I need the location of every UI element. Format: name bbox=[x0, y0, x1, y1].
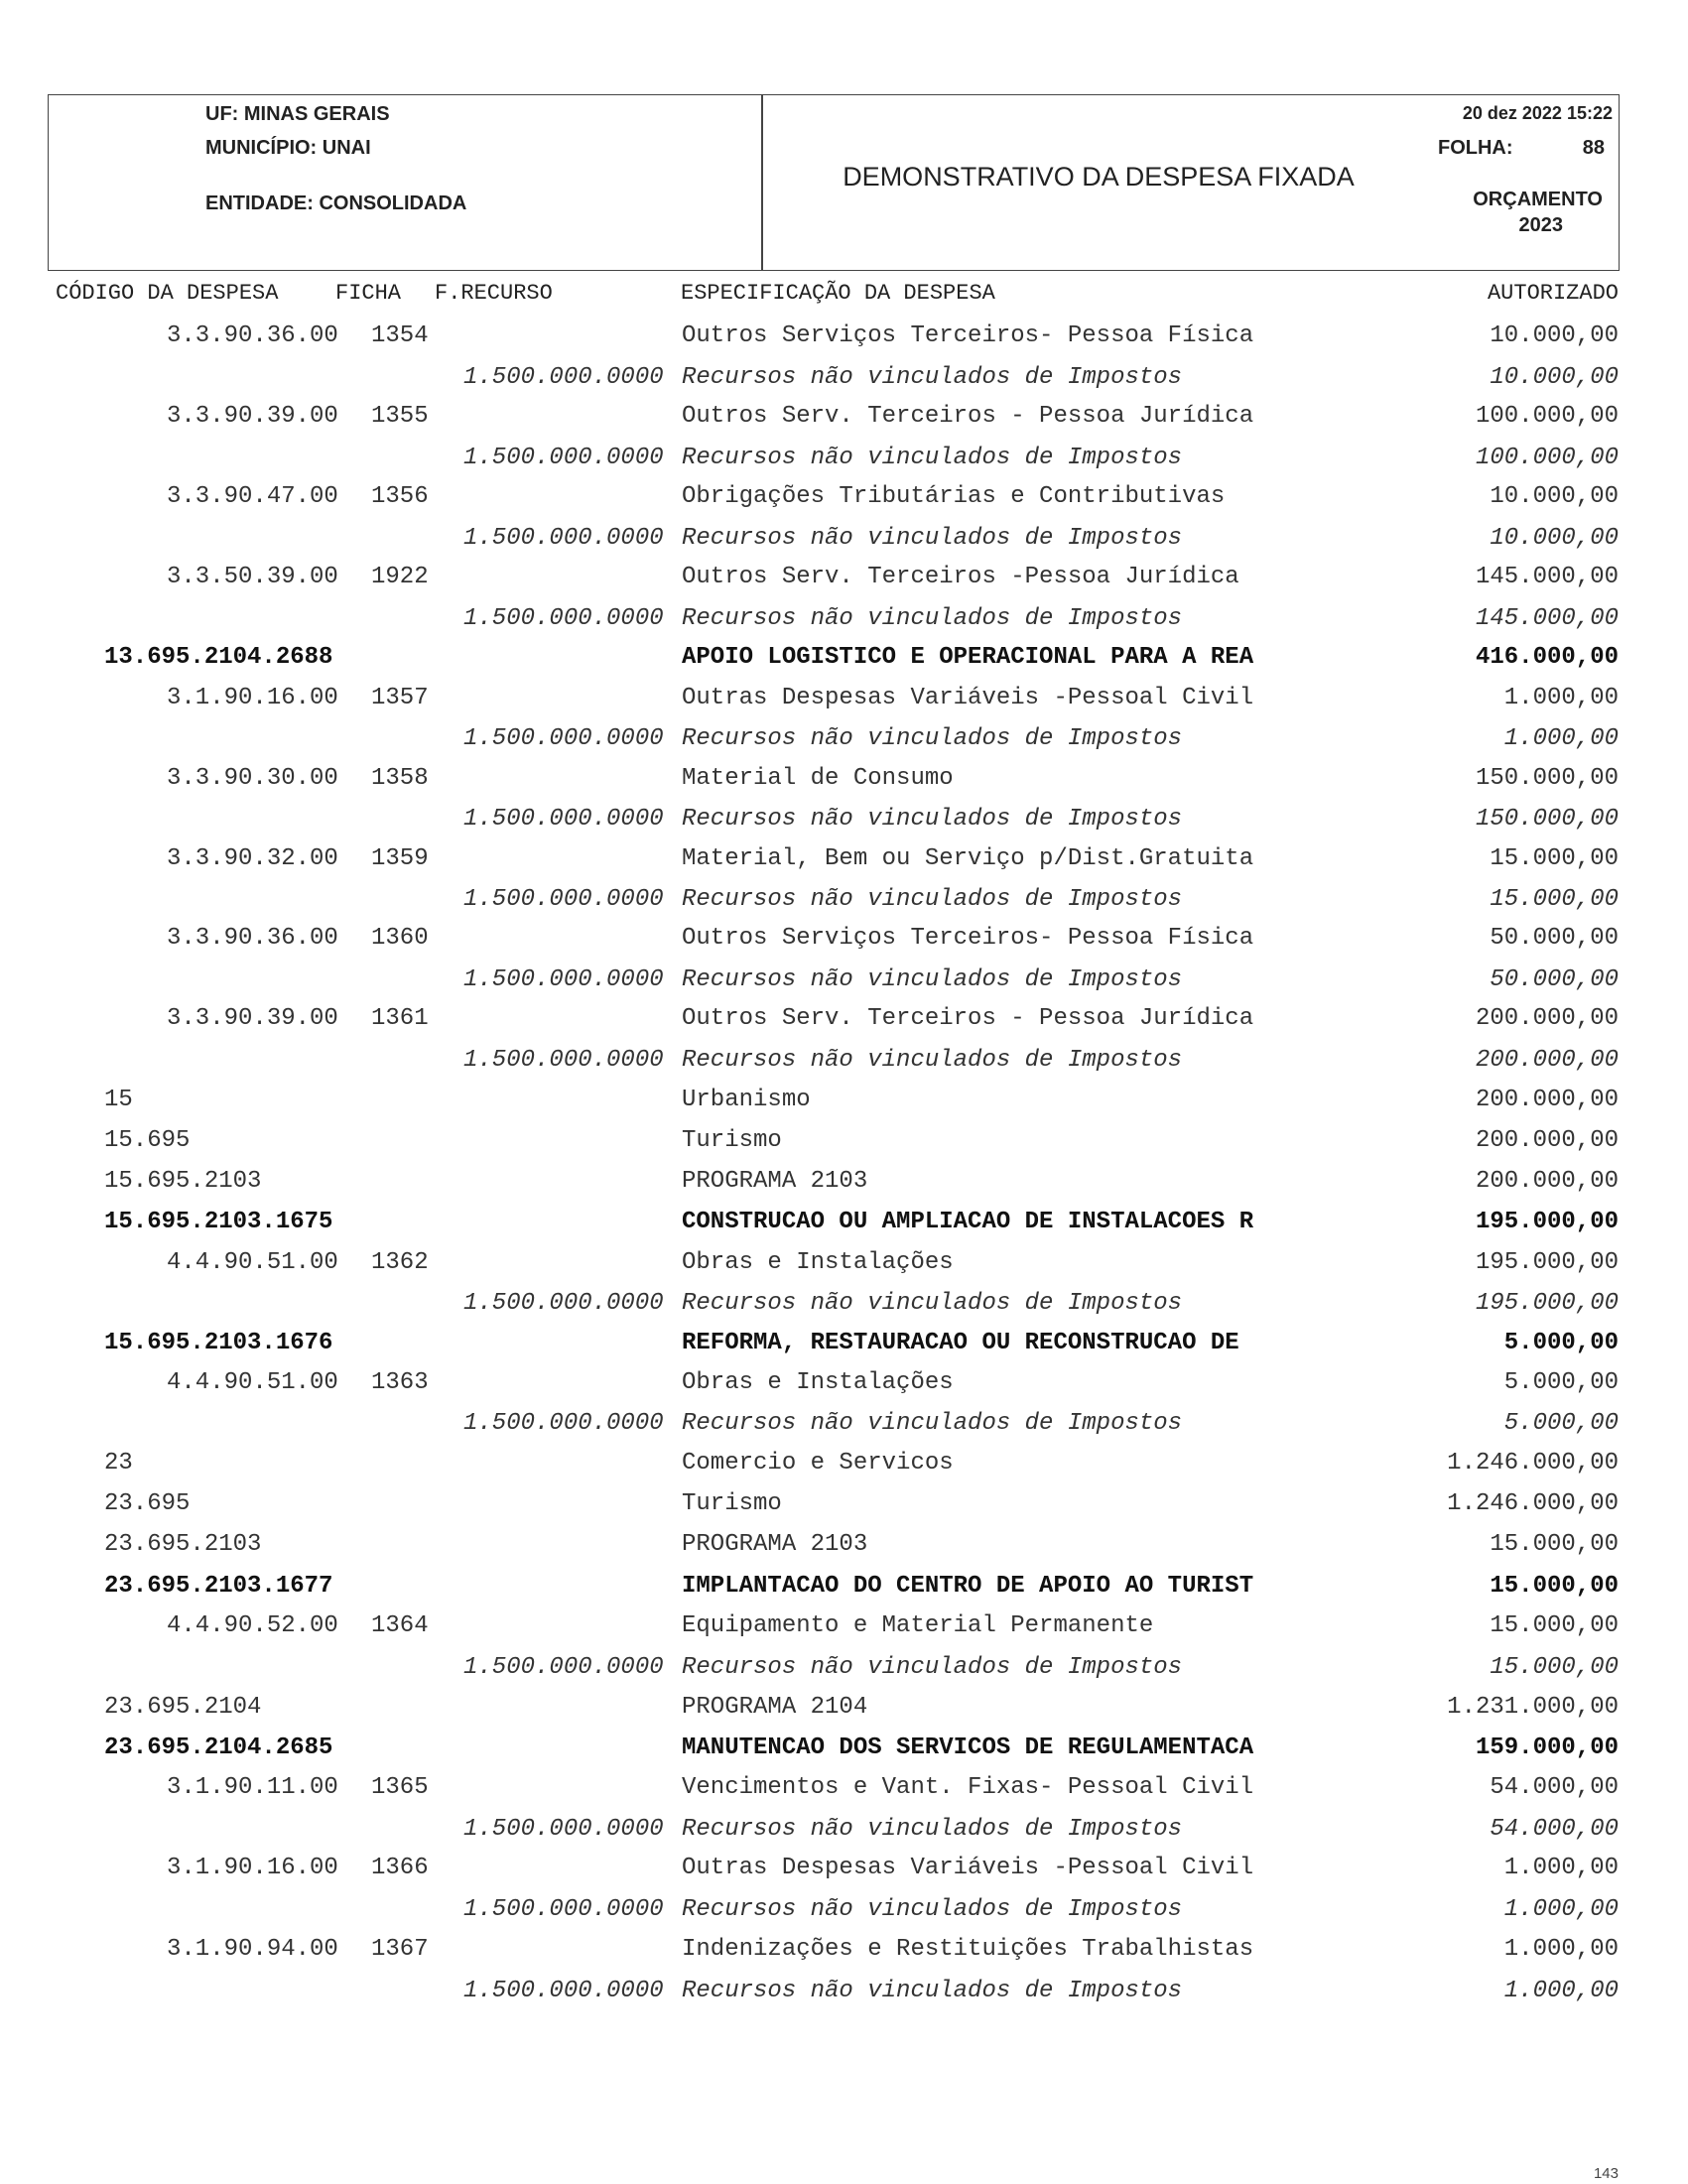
expense-row bbox=[0, 765, 1688, 795]
col-header-especificacao: ESPECIFICAÇÃO DA DESPESA bbox=[681, 281, 995, 306]
ficha-number: 1367 bbox=[371, 1936, 429, 1963]
source-row bbox=[0, 1410, 1688, 1440]
authorized-value: 54.000,00 bbox=[1490, 1774, 1619, 1801]
expense-row bbox=[0, 1369, 1688, 1399]
expense-description: Recursos não vinculados de Impostos bbox=[682, 1047, 1183, 1074]
expense-code: 4.4.90.51.00 bbox=[167, 1249, 338, 1276]
resource-code: 1.500.000.0000 bbox=[463, 525, 664, 552]
resource-code: 1.500.000.0000 bbox=[463, 1290, 664, 1317]
report-title: DEMONSTRATIVO DA DESPESA FIXADA bbox=[843, 162, 1355, 192]
expense-description: Recursos não vinculados de Impostos bbox=[682, 806, 1183, 833]
ficha-number: 1361 bbox=[371, 1005, 429, 1032]
expense-description: Material, Bem ou Serviço p/Dist.Gratuita bbox=[682, 845, 1254, 872]
expense-code: 3.3.90.39.00 bbox=[167, 403, 338, 430]
authorized-value: 50.000,00 bbox=[1490, 966, 1619, 993]
classification-row bbox=[0, 1450, 1688, 1479]
authorized-value: 10.000,00 bbox=[1490, 364, 1619, 391]
action-row bbox=[0, 644, 1688, 674]
authorized-value: 416.000,00 bbox=[1475, 644, 1619, 671]
source-row bbox=[0, 966, 1688, 996]
authorized-value: 145.000,00 bbox=[1475, 564, 1619, 590]
expense-code: 23.695.2104 bbox=[104, 1694, 262, 1721]
authorized-value: 15.000,00 bbox=[1490, 1531, 1619, 1558]
expense-description: PROGRAMA 2104 bbox=[682, 1694, 868, 1721]
ficha-number: 1359 bbox=[371, 845, 429, 872]
expense-description: Comercio e Servicos bbox=[682, 1450, 954, 1477]
expense-description: Outros Serviços Terceiros- Pessoa Física bbox=[682, 925, 1254, 952]
expense-description: Recursos não vinculados de Impostos bbox=[682, 445, 1183, 471]
expense-row bbox=[0, 1855, 1688, 1884]
ficha-number: 1366 bbox=[371, 1855, 429, 1881]
expense-code: 4.4.90.52.00 bbox=[167, 1612, 338, 1639]
source-row bbox=[0, 1047, 1688, 1077]
expense-description: Turismo bbox=[682, 1490, 782, 1517]
expense-description: Outros Serv. Terceiros - Pessoa Jurídica bbox=[682, 1005, 1254, 1032]
report-datetime: 20 dez 2022 15:22 bbox=[1462, 103, 1613, 123]
action-row bbox=[0, 1573, 1688, 1603]
expense-row bbox=[0, 1005, 1688, 1035]
authorized-value: 10.000,00 bbox=[1490, 525, 1619, 552]
authorized-value: 50.000,00 bbox=[1490, 925, 1619, 952]
expense-code: 23.695 bbox=[104, 1490, 191, 1517]
report-header bbox=[48, 94, 1620, 271]
classification-row bbox=[0, 1694, 1688, 1724]
expense-row bbox=[0, 322, 1688, 352]
expense-code: 4.4.90.51.00 bbox=[167, 1369, 338, 1396]
expense-code: 3.1.90.94.00 bbox=[167, 1936, 338, 1963]
expense-code: 23.695.2103.1677 bbox=[104, 1573, 333, 1600]
expense-description: Obras e Instalações bbox=[682, 1369, 954, 1396]
expense-description: IMPLANTACAO DO CENTRO DE APOIO AO TURIST bbox=[682, 1573, 1254, 1600]
orcamento-year: 2023 bbox=[1518, 214, 1563, 236]
expense-row bbox=[0, 564, 1688, 593]
expense-description: Recursos não vinculados de Impostos bbox=[682, 364, 1183, 391]
expense-description: Indenizações e Restituições Trabalhistas bbox=[682, 1936, 1254, 1963]
authorized-value: 15.000,00 bbox=[1490, 1654, 1619, 1681]
source-row bbox=[0, 725, 1688, 755]
col-header-codigo: CÓDIGO DA DESPESA bbox=[56, 281, 279, 306]
col-header-ficha: FICHA bbox=[335, 281, 402, 306]
source-row bbox=[0, 886, 1688, 916]
source-row bbox=[0, 445, 1688, 474]
authorized-value: 195.000,00 bbox=[1475, 1209, 1619, 1235]
authorized-value: 1.000,00 bbox=[1503, 1978, 1619, 2004]
expense-code: 3.1.90.16.00 bbox=[167, 685, 338, 711]
authorized-value: 5.000,00 bbox=[1503, 1410, 1619, 1437]
expense-description: Recursos não vinculados de Impostos bbox=[682, 1896, 1183, 1923]
source-row bbox=[0, 525, 1688, 555]
resource-code: 1.500.000.0000 bbox=[463, 1978, 664, 2004]
expense-description: PROGRAMA 2103 bbox=[682, 1168, 868, 1195]
ficha-number: 1356 bbox=[371, 483, 429, 510]
source-row bbox=[0, 1978, 1688, 2007]
classification-row bbox=[0, 1490, 1688, 1520]
expense-code: 3.3.90.36.00 bbox=[167, 925, 338, 952]
authorized-value: 1.246.000,00 bbox=[1447, 1490, 1619, 1517]
authorized-value: 1.000,00 bbox=[1503, 685, 1619, 711]
resource-code: 1.500.000.0000 bbox=[463, 605, 664, 632]
expense-code: 3.3.50.39.00 bbox=[167, 564, 338, 590]
expense-description: Outros Serv. Terceiros -Pessoa Jurídica bbox=[682, 564, 1239, 590]
resource-code: 1.500.000.0000 bbox=[463, 1896, 664, 1923]
ficha-number: 1363 bbox=[371, 1369, 429, 1396]
expense-description: REFORMA, RESTAURACAO OU RECONSTRUCAO DE bbox=[682, 1330, 1239, 1356]
expense-code: 3.3.90.39.00 bbox=[167, 1005, 338, 1032]
resource-code: 1.500.000.0000 bbox=[463, 1816, 664, 1843]
expense-description: Outros Serviços Terceiros- Pessoa Física bbox=[682, 322, 1254, 349]
ficha-number: 1365 bbox=[371, 1774, 429, 1801]
expense-description: Recursos não vinculados de Impostos bbox=[682, 1978, 1183, 2004]
expense-code: 15 bbox=[104, 1087, 133, 1113]
expense-row bbox=[0, 1612, 1688, 1642]
authorized-value: 200.000,00 bbox=[1475, 1087, 1619, 1113]
expense-code: 3.3.90.36.00 bbox=[167, 322, 338, 349]
expense-description: Obrigações Tributárias e Contributivas bbox=[682, 483, 1226, 510]
classification-row bbox=[0, 1087, 1688, 1116]
authorized-value: 200.000,00 bbox=[1475, 1168, 1619, 1195]
resource-code: 1.500.000.0000 bbox=[463, 1654, 664, 1681]
source-row bbox=[0, 605, 1688, 635]
action-row bbox=[0, 1209, 1688, 1238]
authorized-value: 15.000,00 bbox=[1490, 886, 1619, 913]
expense-description: Recursos não vinculados de Impostos bbox=[682, 886, 1183, 913]
expense-row bbox=[0, 1774, 1688, 1804]
expense-description: Recursos não vinculados de Impostos bbox=[682, 605, 1183, 632]
expense-description: Recursos não vinculados de Impostos bbox=[682, 725, 1183, 752]
authorized-value: 54.000,00 bbox=[1490, 1816, 1619, 1843]
ficha-number: 1357 bbox=[371, 685, 429, 711]
resource-code: 1.500.000.0000 bbox=[463, 1410, 664, 1437]
expense-row bbox=[0, 845, 1688, 875]
expense-description: MANUTENCAO DOS SERVICOS DE REGULAMENTACA bbox=[682, 1734, 1254, 1761]
authorized-value: 1.231.000,00 bbox=[1447, 1694, 1619, 1721]
resource-code: 1.500.000.0000 bbox=[463, 966, 664, 993]
expense-code: 3.1.90.11.00 bbox=[167, 1774, 338, 1801]
expense-row bbox=[0, 483, 1688, 513]
expense-code: 3.1.90.16.00 bbox=[167, 1855, 338, 1881]
expense-row bbox=[0, 925, 1688, 955]
expense-description: Recursos não vinculados de Impostos bbox=[682, 1290, 1183, 1317]
ficha-number: 1358 bbox=[371, 765, 429, 792]
expense-row bbox=[0, 1249, 1688, 1279]
authorized-value: 100.000,00 bbox=[1475, 445, 1619, 471]
action-row bbox=[0, 1734, 1688, 1764]
expense-description: Urbanismo bbox=[682, 1087, 811, 1113]
ficha-number: 1355 bbox=[371, 403, 429, 430]
expense-row bbox=[0, 1936, 1688, 1966]
expense-description: Recursos não vinculados de Impostos bbox=[682, 525, 1183, 552]
expense-code: 15.695.2103.1676 bbox=[104, 1330, 333, 1356]
classification-row bbox=[0, 1127, 1688, 1157]
resource-code: 1.500.000.0000 bbox=[463, 445, 664, 471]
expense-description: Obras e Instalações bbox=[682, 1249, 954, 1276]
expense-description: Recursos não vinculados de Impostos bbox=[682, 966, 1183, 993]
expense-description: PROGRAMA 2103 bbox=[682, 1531, 868, 1558]
expense-code: 3.3.90.47.00 bbox=[167, 483, 338, 510]
source-row bbox=[0, 1816, 1688, 1846]
expense-code: 23 bbox=[104, 1450, 133, 1477]
expense-code: 3.3.90.30.00 bbox=[167, 765, 338, 792]
expense-description: Recursos não vinculados de Impostos bbox=[682, 1816, 1183, 1843]
ficha-number: 1922 bbox=[371, 564, 429, 590]
expense-description: Recursos não vinculados de Impostos bbox=[682, 1410, 1183, 1437]
authorized-value: 15.000,00 bbox=[1490, 1612, 1619, 1639]
authorized-value: 5.000,00 bbox=[1503, 1330, 1619, 1356]
classification-row bbox=[0, 1531, 1688, 1561]
authorized-value: 15.000,00 bbox=[1490, 845, 1619, 872]
action-row bbox=[0, 1330, 1688, 1359]
col-header-autorizado: AUTORIZADO bbox=[1487, 281, 1619, 306]
uf-label: UF: MINAS GERAIS bbox=[205, 103, 390, 125]
authorized-value: 1.246.000,00 bbox=[1447, 1450, 1619, 1477]
expense-code: 23.695.2104.2685 bbox=[104, 1734, 333, 1761]
source-row bbox=[0, 1654, 1688, 1684]
expense-description: Outras Despesas Variáveis -Pessoal Civil bbox=[682, 685, 1254, 711]
authorized-value: 145.000,00 bbox=[1475, 605, 1619, 632]
authorized-value: 100.000,00 bbox=[1475, 403, 1619, 430]
resource-code: 1.500.000.0000 bbox=[463, 725, 664, 752]
expense-row bbox=[0, 685, 1688, 714]
municipio-label: MUNICÍPIO: UNAI bbox=[205, 137, 371, 159]
expense-description: Outros Serv. Terceiros - Pessoa Jurídica bbox=[682, 403, 1254, 430]
expense-code: 13.695.2104.2688 bbox=[104, 644, 333, 671]
expense-description: Outras Despesas Variáveis -Pessoal Civil bbox=[682, 1855, 1254, 1881]
source-row bbox=[0, 1290, 1688, 1320]
authorized-value: 1.000,00 bbox=[1503, 1936, 1619, 1963]
authorized-value: 150.000,00 bbox=[1475, 765, 1619, 792]
authorized-value: 159.000,00 bbox=[1475, 1734, 1619, 1761]
expense-row bbox=[0, 403, 1688, 433]
page-number: 143 bbox=[1593, 2165, 1619, 2182]
classification-row bbox=[0, 1168, 1688, 1198]
resource-code: 1.500.000.0000 bbox=[463, 364, 664, 391]
orcamento-label: ORÇAMENTO bbox=[1473, 189, 1603, 210]
authorized-value: 200.000,00 bbox=[1475, 1127, 1619, 1154]
expense-code: 15.695.2103.1675 bbox=[104, 1209, 333, 1235]
expense-description: CONSTRUCAO OU AMPLIACAO DE INSTALACOES R bbox=[682, 1209, 1254, 1235]
source-row bbox=[0, 1896, 1688, 1926]
expense-code: 15.695.2103 bbox=[104, 1168, 262, 1195]
resource-code: 1.500.000.0000 bbox=[463, 886, 664, 913]
authorized-value: 195.000,00 bbox=[1475, 1249, 1619, 1276]
authorized-value: 195.000,00 bbox=[1475, 1290, 1619, 1317]
authorized-value: 150.000,00 bbox=[1475, 806, 1619, 833]
entidade-label: ENTIDADE: CONSOLIDADA bbox=[205, 193, 467, 214]
authorized-value: 5.000,00 bbox=[1503, 1369, 1619, 1396]
expense-description: Vencimentos e Vant. Fixas- Pessoal Civil bbox=[682, 1774, 1254, 1801]
ficha-number: 1364 bbox=[371, 1612, 429, 1639]
source-row bbox=[0, 806, 1688, 835]
authorized-value: 200.000,00 bbox=[1475, 1047, 1619, 1074]
expense-code: 15.695 bbox=[104, 1127, 191, 1154]
authorized-value: 10.000,00 bbox=[1490, 483, 1619, 510]
resource-code: 1.500.000.0000 bbox=[463, 806, 664, 833]
ficha-number: 1360 bbox=[371, 925, 429, 952]
expense-description: Equipamento e Material Permanente bbox=[682, 1612, 1154, 1639]
authorized-value: 10.000,00 bbox=[1490, 322, 1619, 349]
authorized-value: 1.000,00 bbox=[1503, 725, 1619, 752]
col-header-recurso: F.RECURSO bbox=[435, 281, 553, 306]
expense-description: APOIO LOGISTICO E OPERACIONAL PARA A REA bbox=[682, 644, 1254, 671]
ficha-number: 1354 bbox=[371, 322, 429, 349]
folha-number: 88 bbox=[1582, 137, 1605, 159]
authorized-value: 1.000,00 bbox=[1503, 1855, 1619, 1881]
authorized-value: 1.000,00 bbox=[1503, 1896, 1619, 1923]
expense-description: Turismo bbox=[682, 1127, 782, 1154]
authorized-value: 200.000,00 bbox=[1475, 1005, 1619, 1032]
folha-label: FOLHA: bbox=[1438, 137, 1513, 159]
resource-code: 1.500.000.0000 bbox=[463, 1047, 664, 1074]
source-row bbox=[0, 364, 1688, 394]
authorized-value: 15.000,00 bbox=[1490, 1573, 1619, 1600]
expense-code: 23.695.2103 bbox=[104, 1531, 262, 1558]
expense-description: Recursos não vinculados de Impostos bbox=[682, 1654, 1183, 1681]
expense-description: Material de Consumo bbox=[682, 765, 954, 792]
ficha-number: 1362 bbox=[371, 1249, 429, 1276]
expense-code: 3.3.90.32.00 bbox=[167, 845, 338, 872]
